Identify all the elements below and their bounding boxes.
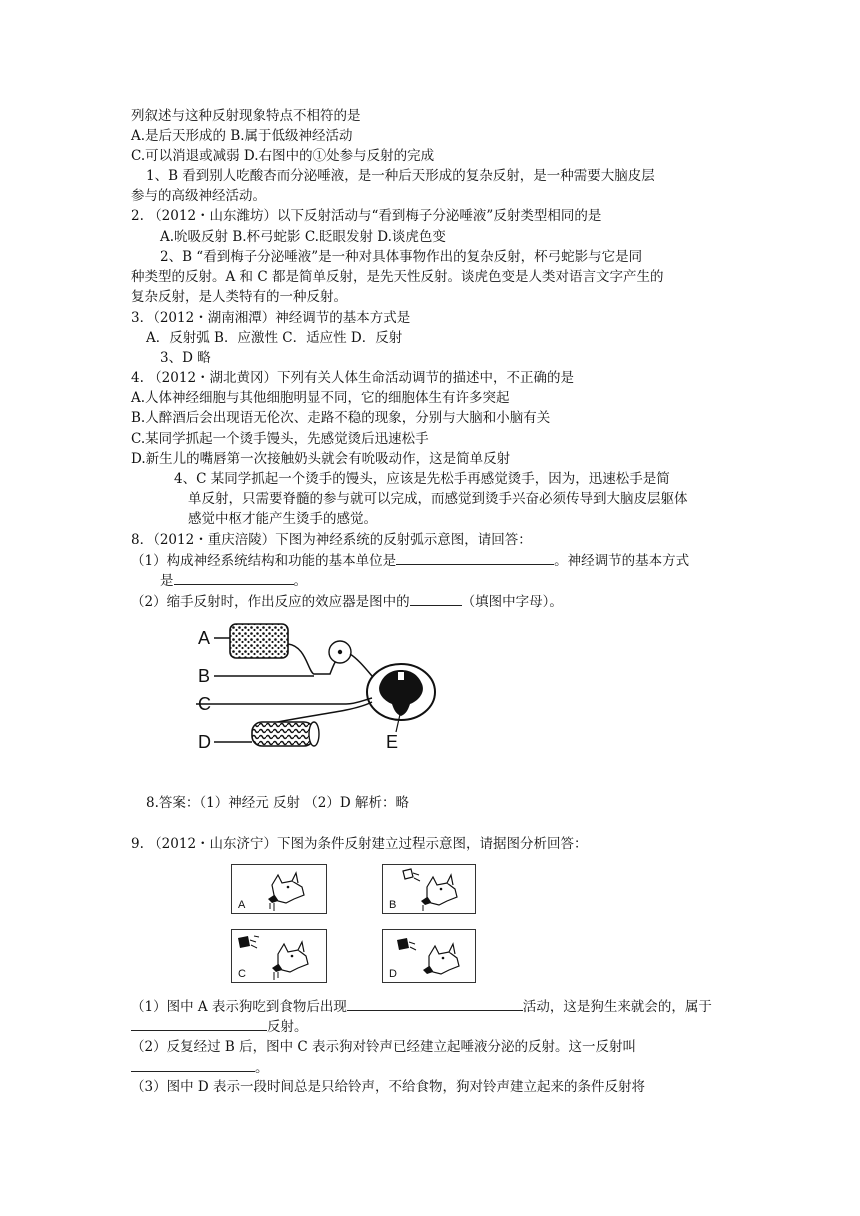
dog-bell-food-icon xyxy=(383,865,475,913)
q9-panel-c-label: C xyxy=(238,968,246,980)
q2-options: A.吮吸反射 B.杯弓蛇影 C.眨眼发射 D.谈虎色变 xyxy=(160,229,446,245)
q9-panel-b xyxy=(382,864,476,914)
q8-part1-text-b: 。神经调节的基本方式 xyxy=(554,553,690,569)
q4-option-a: A.人体神经细胞与其他细胞明显不同，它的细胞体生有许多突起 xyxy=(131,390,510,406)
q9-blank-2[interactable] xyxy=(131,1017,267,1031)
q8-blank-2[interactable] xyxy=(174,571,294,585)
q4-answer-line1: 4、C 某同学抓起一个烫手的馒头，应该是先松手再感觉烫手，因为，迅速松手是简 xyxy=(174,471,670,487)
q9-panel-d-label: D xyxy=(389,968,397,980)
q9-panel-b-label: B xyxy=(389,899,397,911)
q8-part2 xyxy=(131,592,563,611)
q9-part2: （2）反复经过 B 后，图中 C 表示狗对铃声已经建立起唾液分泌的反射。这一反射叫 xyxy=(131,1039,637,1055)
q8-stem: 8．（2012・重庆涪陵）下图为神经系统的反射弧示意图，请回答： xyxy=(131,532,532,548)
q8-answer: 8.答案：（1）神经元 反射 （2）D 解析：略 xyxy=(146,795,410,811)
q9-part2-cont xyxy=(131,1058,269,1077)
q9-blank-3[interactable] xyxy=(131,1058,255,1072)
q9-part2-text-b: 。 xyxy=(255,1060,269,1076)
q9-panel-a-label: A xyxy=(238,899,246,911)
reflex-arc-diagram xyxy=(196,614,466,756)
q8-part1-text-a: （1）构成神经系统结构和功能的基本单位是 xyxy=(131,553,397,569)
q8-part2-text-a: （2）缩手反射时，作出反应的效应器是图中的 xyxy=(131,594,410,610)
q1-stem-tail: 列叙述与这种反射现象特点不相符的是 xyxy=(131,108,361,124)
q4-option-b: B.人醉酒后会出现语无伦次、走路不稳的现象，分别与大脑和小脑有关 xyxy=(131,410,551,426)
dog-bell-salivate-icon xyxy=(232,930,326,982)
q1-options-cd: C.可以消退或减弱 D.右图中的①处参与反射的完成 xyxy=(131,148,435,164)
effector-muscle xyxy=(252,722,314,746)
q8-part1-cont xyxy=(160,571,307,590)
q9-part1-text-a: （1）图中 A 表示狗吃到食物后出现 xyxy=(131,999,347,1015)
diagram-label-d: D xyxy=(198,732,211,752)
q1-answer-line1: 1、B 看到别人吃酸杏而分泌唾液，是一种后天形成的复杂反射，是一种需要大脑皮层 xyxy=(146,168,655,184)
q3-stem: 3．（2012・湖南湘潭）神经调节的基本方式是 xyxy=(131,310,411,326)
q9-part1-text-b: 活动，这是狗生来就会的，属于 xyxy=(522,999,712,1015)
diagram-label-a: A xyxy=(198,628,211,648)
q8-part1-text-c: 是 xyxy=(160,573,174,589)
diagram-label-c: C xyxy=(198,694,211,714)
q9-panel-c xyxy=(231,929,327,983)
q9-part3: （3）图中 D 表示一段时间总是只给铃声，不给食物，狗对铃声建立起来的条件反射将 xyxy=(131,1079,645,1095)
q8-blank-1[interactable] xyxy=(396,551,554,565)
q9-panel-d xyxy=(382,929,476,983)
q4-option-d: D.新生儿的嘴唇第一次接触奶头就会有吮吸动作，这是简单反射 xyxy=(131,451,511,467)
q1-answer-line2: 参与的高级神经活动。 xyxy=(131,188,266,204)
dog-eating-icon xyxy=(232,865,326,913)
q4-option-c: C.某同学抓起一个烫手馒头，先感觉烫后迅速松手 xyxy=(131,431,429,447)
q8-blank-3[interactable] xyxy=(410,592,462,606)
q2-answer-line3: 复杂反射，是人类特有的一种反射。 xyxy=(131,289,347,305)
q9-part1 xyxy=(131,997,712,1016)
q9-panel-a xyxy=(231,864,327,914)
q8-part1-text-d: 。 xyxy=(293,573,307,589)
q1-options-ab: A.是后天形成的 B.属于低级神经活动 xyxy=(131,128,353,144)
q8-part2-text-b: （填图中字母）。 xyxy=(461,594,563,610)
receptor-skin xyxy=(230,624,288,658)
q2-answer-line2: 种类型的反射。A 和 C 都是简单反射，是先天性反射。谈虎色变是人类对语言文字产生的 xyxy=(131,269,664,285)
q2-answer-line1: 2、B “看到梅子分泌唾液”是一种对具体事物作出的复杂反射，杯弓蛇影与它是同 xyxy=(160,249,643,265)
q4-answer-line3: 感觉中枢才能产生烫手的感觉。 xyxy=(188,511,377,527)
effector-nerve xyxy=(268,702,372,724)
q2-stem: 2. （2012・山东潍坊）以下反射活动与“看到梅子分泌唾液”反射类型相同的是 xyxy=(131,208,602,224)
q8-part1 xyxy=(131,551,689,570)
q9-stem: 9. （2012・山东济宁）下图为条件反射建立过程示意图，请据图分析回答： xyxy=(131,836,588,852)
q9-part1-text-c: 反射。 xyxy=(267,1019,308,1035)
q3-options: A．反射弧 B．应激性 C．适应性 D．反射 xyxy=(146,330,403,346)
q3-answer: 3、D 略 xyxy=(160,350,211,366)
diagram-label-e: E xyxy=(386,732,399,752)
q4-answer-line2: 单反射，只需要脊髓的参与就可以完成，而感觉到烫手兴奋必须传导到大脑皮层躯体 xyxy=(188,491,688,507)
q9-blank-1[interactable] xyxy=(347,997,523,1011)
efferent-nerve xyxy=(196,698,372,704)
diagram-label-b: B xyxy=(198,666,211,686)
q4-stem: 4. （2012・湖北黄冈）下列有关人体生命活动调节的描述中，不正确的是 xyxy=(131,370,575,386)
q9-part1-cont xyxy=(131,1017,308,1036)
